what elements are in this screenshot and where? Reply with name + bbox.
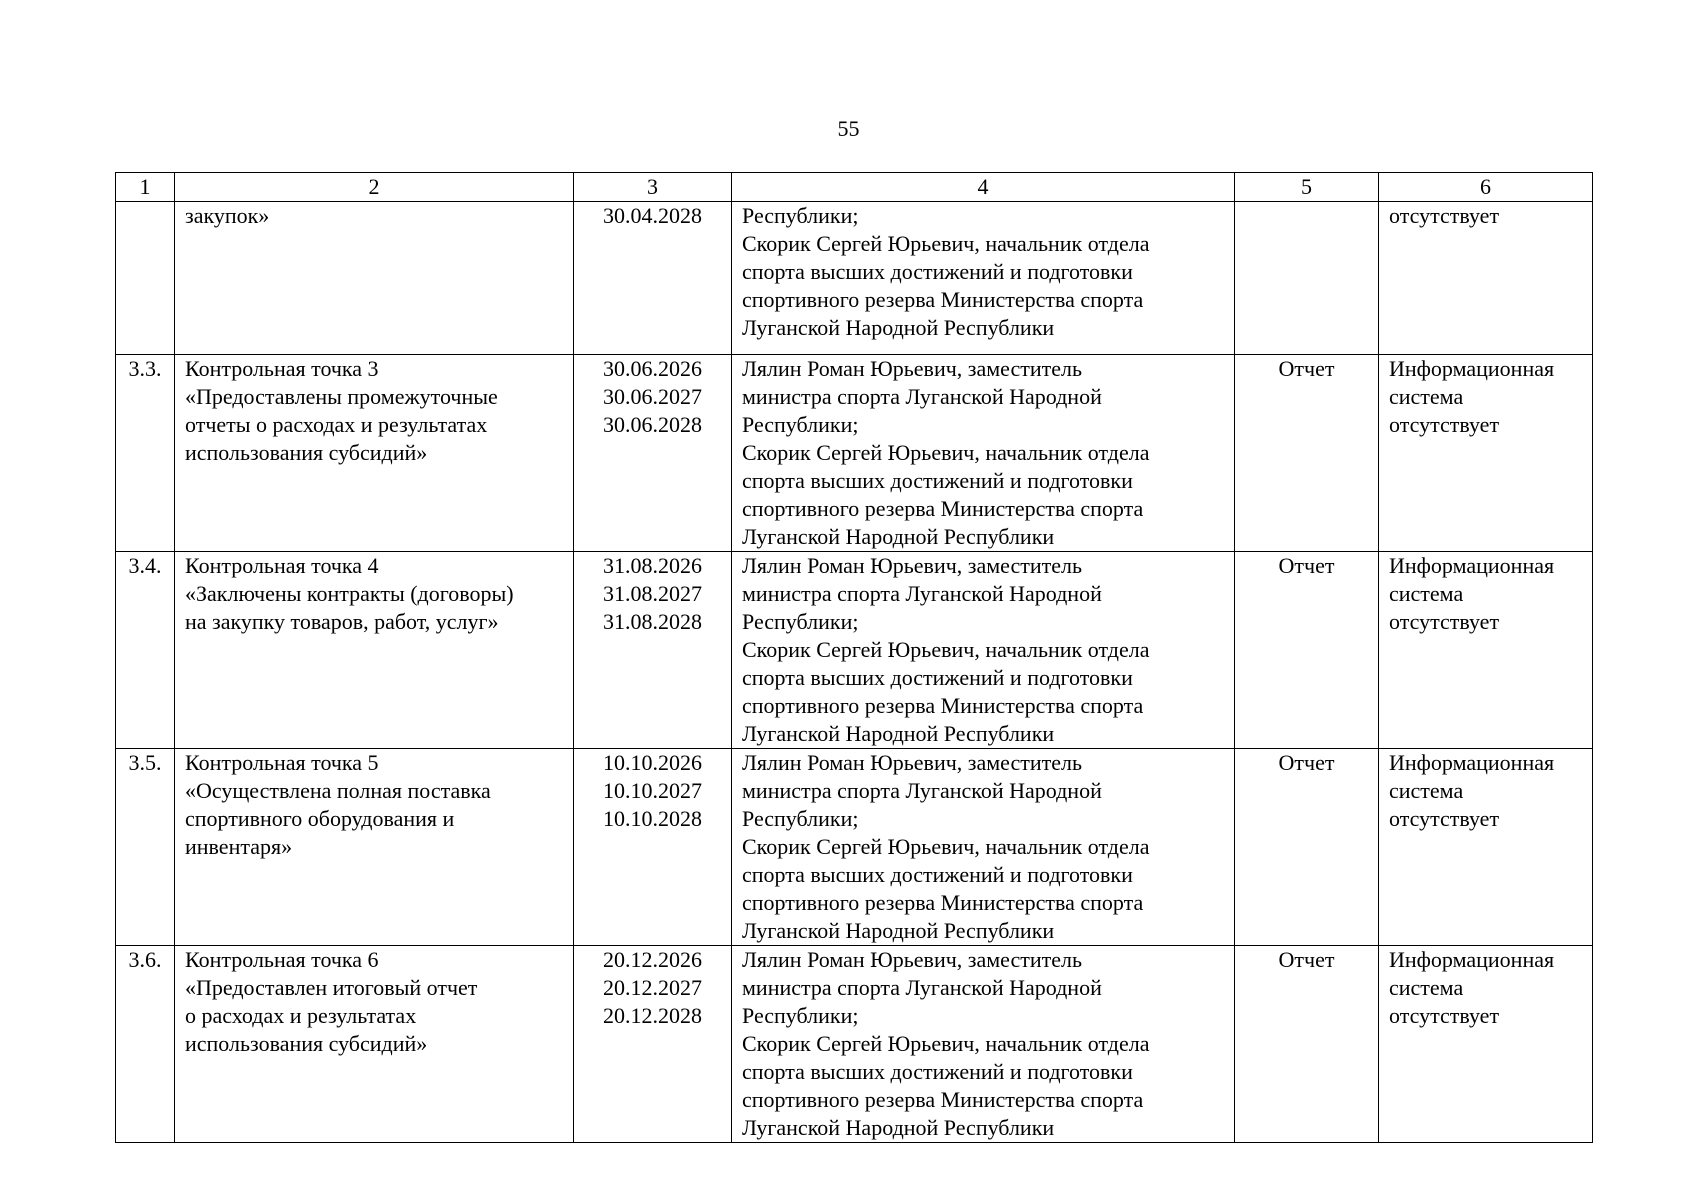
row-number-cell: 3.3. [116,355,175,552]
cell-line: «Заключены контракты (договоры) [185,581,514,606]
cell-line: Луганской Народной Республики [742,1115,1055,1140]
cell-line: система [1389,778,1464,803]
cell-line: 31.08.2026 [603,553,702,578]
cell-line: Контрольная точка 5 [185,750,379,775]
cell-line: отсутствует [1389,203,1500,228]
document-type-cell: Отчет [1235,552,1379,749]
information-system-cell [1379,552,1593,749]
cell-line: отсутствует [1389,806,1500,831]
row-number-cell: 3.6. [116,946,175,1143]
cell-line: Информационная [1389,553,1555,578]
cell-line: 30.04.2028 [603,203,702,228]
control-point-name-cell [175,355,574,552]
information-system-cell [1379,946,1593,1143]
cell-line: Контрольная точка 4 [185,553,379,578]
cell-line: система [1389,384,1464,409]
deadline-dates-cell [574,355,732,552]
row-number-cell: 3.4. [116,552,175,749]
cell-line: отсутствует [1389,609,1500,634]
cell-line: Луганской Народной Республики [742,315,1055,340]
cell-line: о расходах и результатах [185,1003,417,1028]
deadline-dates-cell [574,946,732,1143]
cell-line: использования субсидий» [185,440,428,465]
cell-line: Контрольная точка 6 [185,947,379,972]
cell-line: закупок» [185,203,270,228]
control-point-name-cell [175,749,574,946]
cell-line: Луганской Народной Республики [742,524,1055,549]
cell-line: спорта высших достижений и подготовки [742,665,1133,690]
table-row [116,552,1593,749]
cell-line: Луганской Народной Республики [742,721,1055,746]
cell-line: «Предоставлен итоговый отчет [185,975,478,1000]
cell-line: 30.06.2027 [603,384,702,409]
responsible-persons-cell [732,202,1235,355]
cell-line: Лялин Роман Юрьевич, заместитель [742,553,1083,578]
cell-line: система [1389,975,1464,1000]
responsible-persons-cell [732,946,1235,1143]
cell-line: спортивного резерва Министерства спорта [742,1087,1144,1112]
cell-line: спорта высших достижений и подготовки [742,259,1133,284]
column-header: 6 [1379,173,1593,202]
cell-line: Информационная [1389,947,1555,972]
control-point-name-cell [175,552,574,749]
column-header: 1 [116,173,175,202]
information-system-cell [1379,749,1593,946]
row-number-cell: 3.5. [116,749,175,946]
cell-line: 20.12.2027 [603,975,702,1000]
cell-line: спорта высших достижений и подготовки [742,468,1133,493]
cell-line: 20.12.2026 [603,947,702,972]
control-point-name-cell [175,202,574,355]
cell-line: министра спорта Луганской Народной [742,384,1102,409]
column-header: 5 [1235,173,1379,202]
cell-line: Республики; [742,203,859,228]
cell-line: Контрольная точка 3 [185,356,379,381]
table-row [116,202,1593,355]
cell-line: 31.08.2027 [603,581,702,606]
column-header: 3 [574,173,732,202]
cell-line: 30.06.2026 [603,356,702,381]
cell-line: министра спорта Луганской Народной [742,778,1102,803]
document-type-cell: Отчет [1235,355,1379,552]
document-type-cell: Отчет [1235,749,1379,946]
table-header [116,173,1593,202]
cell-line: Информационная [1389,356,1555,381]
cell-line: министра спорта Луганской Народной [742,975,1102,1000]
cell-line: 10.10.2026 [603,750,702,775]
cell-line: Республики; [742,412,859,437]
deadline-dates-cell [574,202,732,355]
cell-line: отсутствует [1389,1003,1500,1028]
cell-line: спорта высших достижений и подготовки [742,1059,1133,1084]
cell-line: Республики; [742,609,859,634]
document-type-cell: Отчет [1235,946,1379,1143]
cell-line: спортивного оборудования и [185,806,455,831]
table-row [116,946,1593,1143]
cell-line: спортивного резерва Министерства спорта [742,693,1144,718]
cell-line: 30.06.2028 [603,412,702,437]
column-header: 2 [175,173,574,202]
information-system-cell [1379,355,1593,552]
table-body [116,202,1593,1143]
cell-line: Скорик Сергей Юрьевич, начальник отдела [742,1031,1150,1056]
responsible-persons-cell [732,552,1235,749]
cell-line: Скорик Сергей Юрьевич, начальник отдела [742,231,1150,256]
cell-line: 31.08.2028 [603,609,702,634]
cell-line: Республики; [742,1003,859,1028]
cell-line: Скорик Сергей Юрьевич, начальник отдела [742,440,1150,465]
cell-line: Скорик Сергей Юрьевич, начальник отдела [742,834,1150,859]
cell-line: отсутствует [1389,412,1500,437]
document-type-cell [1235,202,1379,355]
header-row [116,173,1593,202]
cell-line: на закупку товаров, работ, услуг» [185,609,499,634]
cell-line: «Предоставлены промежуточные [185,384,498,409]
cell-line: «Осуществлена полная поставка [185,778,491,803]
table-row [116,749,1593,946]
cell-line: спортивного резерва Министерства спорта [742,287,1144,312]
cell-line: спорта высших достижений и подготовки [742,862,1133,887]
responsible-persons-cell [732,749,1235,946]
cell-line: 20.12.2028 [603,1003,702,1028]
cell-line: министра спорта Луганской Народной [742,581,1102,606]
cell-line: Скорик Сергей Юрьевич, начальник отдела [742,637,1150,662]
deadline-dates-cell [574,552,732,749]
cell-line: Республики; [742,806,859,831]
cell-line: 10.10.2027 [603,778,702,803]
control-point-name-cell [175,946,574,1143]
cell-line: Лялин Роман Юрьевич, заместитель [742,947,1083,972]
information-system-cell [1379,202,1593,355]
column-header: 4 [732,173,1235,202]
cell-line: спортивного резерва Министерства спорта [742,496,1144,521]
control-points-table [115,172,1593,1143]
cell-line: использования субсидий» [185,1031,428,1056]
cell-line: инвентаря» [185,834,293,859]
deadline-dates-cell [574,749,732,946]
cell-line: Информационная [1389,750,1555,775]
page-number: 55 [837,116,860,141]
cell-line: отчеты о расходах и результатах [185,412,488,437]
cell-line: Лялин Роман Юрьевич, заместитель [742,356,1083,381]
responsible-persons-cell [732,355,1235,552]
table-row [116,355,1593,552]
cell-line: спортивного резерва Министерства спорта [742,890,1144,915]
row-number-cell [116,202,175,355]
cell-line: система [1389,581,1464,606]
cell-line: 10.10.2028 [603,806,702,831]
cell-line: Лялин Роман Юрьевич, заместитель [742,750,1083,775]
cell-line: Луганской Народной Республики [742,918,1055,943]
